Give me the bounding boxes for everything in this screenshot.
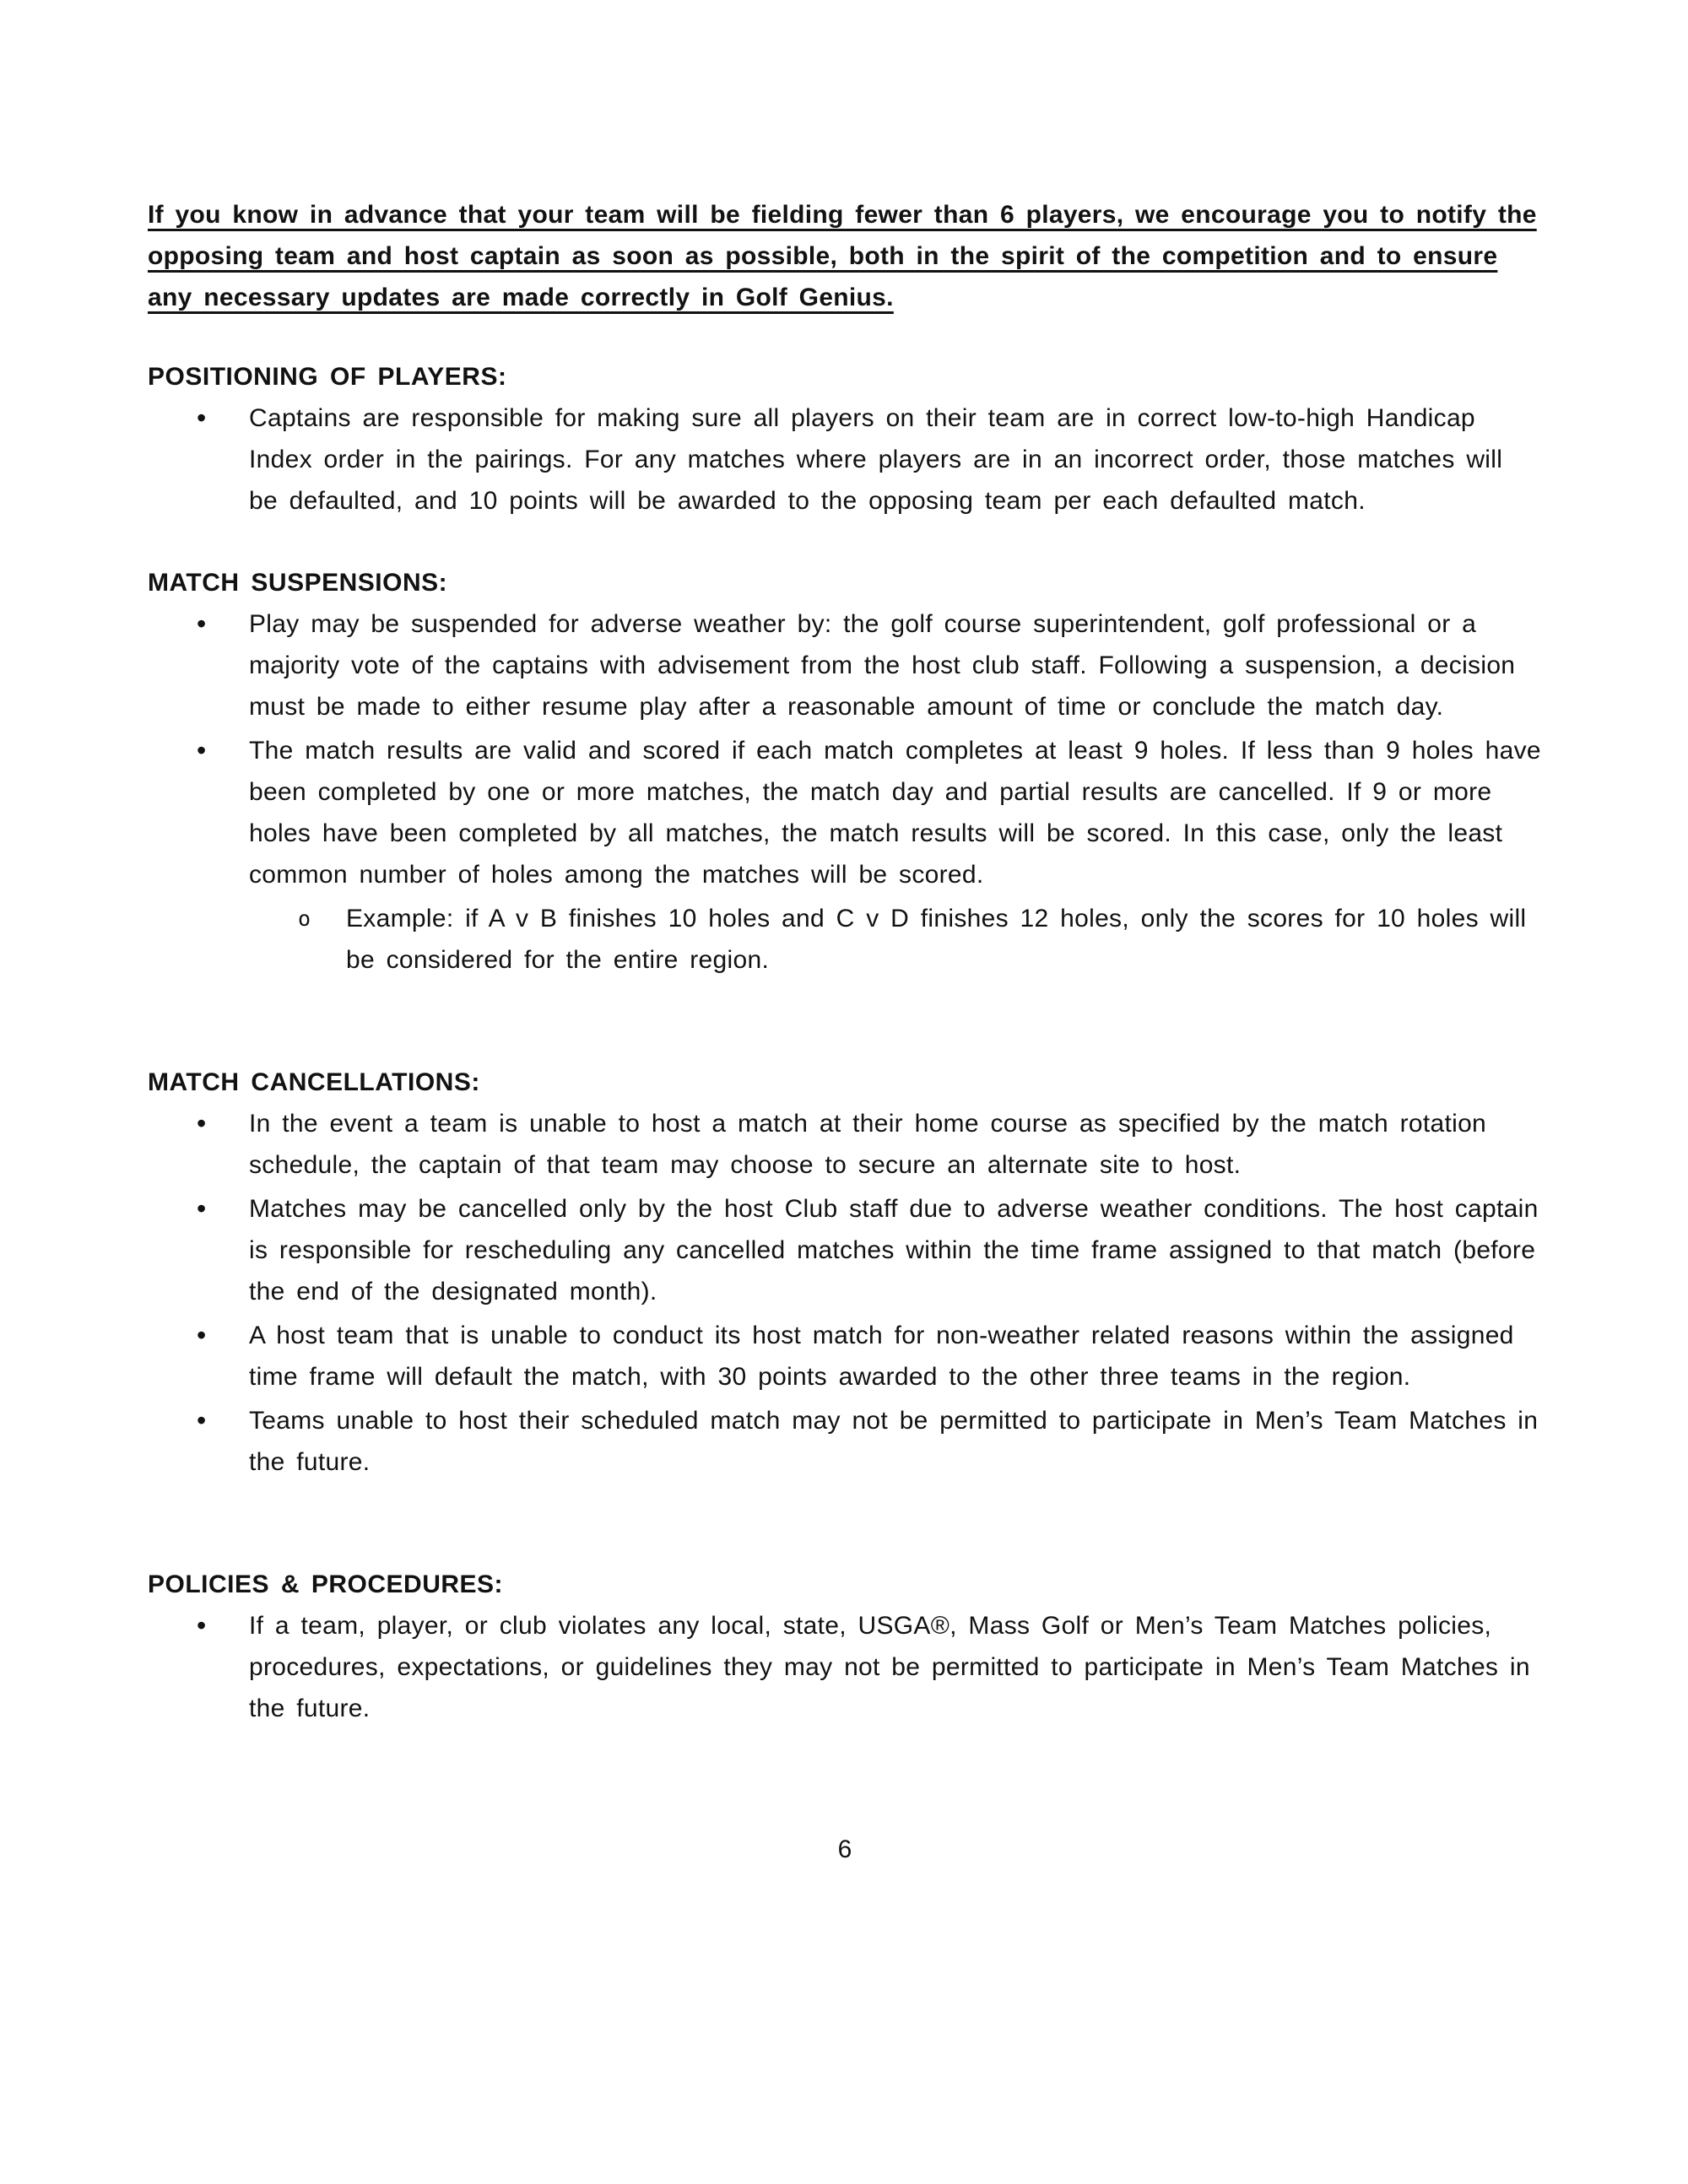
bullet-dot-icon: • xyxy=(197,1405,207,1435)
bullet-text: If a team, player, or club violates any local, state, USGA®, Mass Golf or Men’s Team Matches policies, procedures, expectations, or guidelines they may not be permitted to participate in Men’s Team Matches in the future. xyxy=(249,1612,1530,1722)
bullet-text: The match results are valid and scored if each match completes at least 9 holes. If less than 9 holes have been completed by one or more matches, the match day and partial results are cancelled. If 9 or more holes have been completed by all matches, the match results will be scored. In this case, only the least common number of holes among the matches will be scored. xyxy=(249,737,1541,889)
bullet-list xyxy=(148,397,1542,522)
bullet-item xyxy=(148,1400,1542,1483)
section-positioning-of-players xyxy=(148,356,1542,522)
bullet-item xyxy=(148,603,1542,727)
section-match-cancellations xyxy=(148,1062,1542,1483)
bullet-item xyxy=(148,1103,1542,1186)
section-policies-procedures xyxy=(148,1564,1542,1729)
bullet-text: Matches may be cancelled only by the host Club staff due to adverse weather conditions. The host captain is responsible for rescheduling any cancelled matches within the time frame assigned to that match (before the end of the designated month). xyxy=(249,1195,1539,1306)
bullet-list xyxy=(148,1103,1542,1483)
bullet-item xyxy=(148,397,1542,522)
sub-bullet-item xyxy=(148,898,1542,981)
bullet-text: Play may be suspended for adverse weather by: the golf course superintendent, golf professional or a majority vote of the captains with advisement from the host club staff. Following a suspension, a decision must be made to either resume play after a reasonable amount of time or conclude the match day. xyxy=(249,610,1516,721)
page-number: 6 xyxy=(837,1835,852,1863)
bullet-dot-icon: • xyxy=(197,1320,207,1350)
bullet-item xyxy=(148,1605,1542,1729)
circle-bullet-icon: o xyxy=(298,906,311,931)
bullet-item xyxy=(148,1188,1542,1312)
bullet-dot-icon: • xyxy=(197,1193,207,1224)
bullet-item xyxy=(148,730,1542,895)
bullet-list xyxy=(148,603,1542,981)
bullet-item xyxy=(148,1315,1542,1397)
bullet-dot-icon: • xyxy=(197,735,207,765)
bullet-dot-icon: • xyxy=(197,1108,207,1138)
section-heading-suspensions: MATCH SUSPENSIONS: xyxy=(148,569,448,597)
bullet-text: A host team that is unable to conduct its host match for non-weather related reasons within the assigned time frame will default the match, with 30 points awarded to the other three teams in the region. xyxy=(249,1322,1514,1391)
bullet-list xyxy=(148,1605,1542,1729)
section-match-suspensions xyxy=(148,562,1542,981)
section-heading-cancellations: MATCH CANCELLATIONS: xyxy=(148,1068,480,1096)
bullet-dot-icon: • xyxy=(197,403,207,433)
bullet-text: In the event a team is unable to host a match at their home course as specified by the match rotation schedule, the captain of that team may choose to secure an alternate site to host. xyxy=(249,1110,1487,1179)
bullet-dot-icon: • xyxy=(197,1610,207,1641)
sub-bullet-text: Example: if A v B finishes 10 holes and C v D finishes 12 holes, only the scores for 10 holes will be considered for the entire region. xyxy=(346,905,1527,974)
bullet-text: Captains are responsible for making sure all players on their team are in correct low-to-high Handicap Index order in the pairings. For any matches where players are in an incorrect order, those matches will be defaulted, and 10 points will be awarded to the opposing team per each defaulted match. xyxy=(249,404,1503,515)
section-heading-positioning: POSITIONING OF PLAYERS: xyxy=(148,363,507,391)
intro-paragraph: If you know in advance that your team will be fielding fewer than 6 players, we encourage you to notify the opposing team and host captain as soon as possible, both in the spirit of the competition and to ensure any necessary updates are made correctly in Golf Genius. xyxy=(148,201,1537,311)
bullet-text: Teams unable to host their scheduled match may not be permitted to participate in Men’s Team Matches in the future. xyxy=(249,1407,1539,1476)
section-heading-policies: POLICIES & PROCEDURES: xyxy=(148,1570,504,1598)
bullet-dot-icon: • xyxy=(197,608,207,639)
